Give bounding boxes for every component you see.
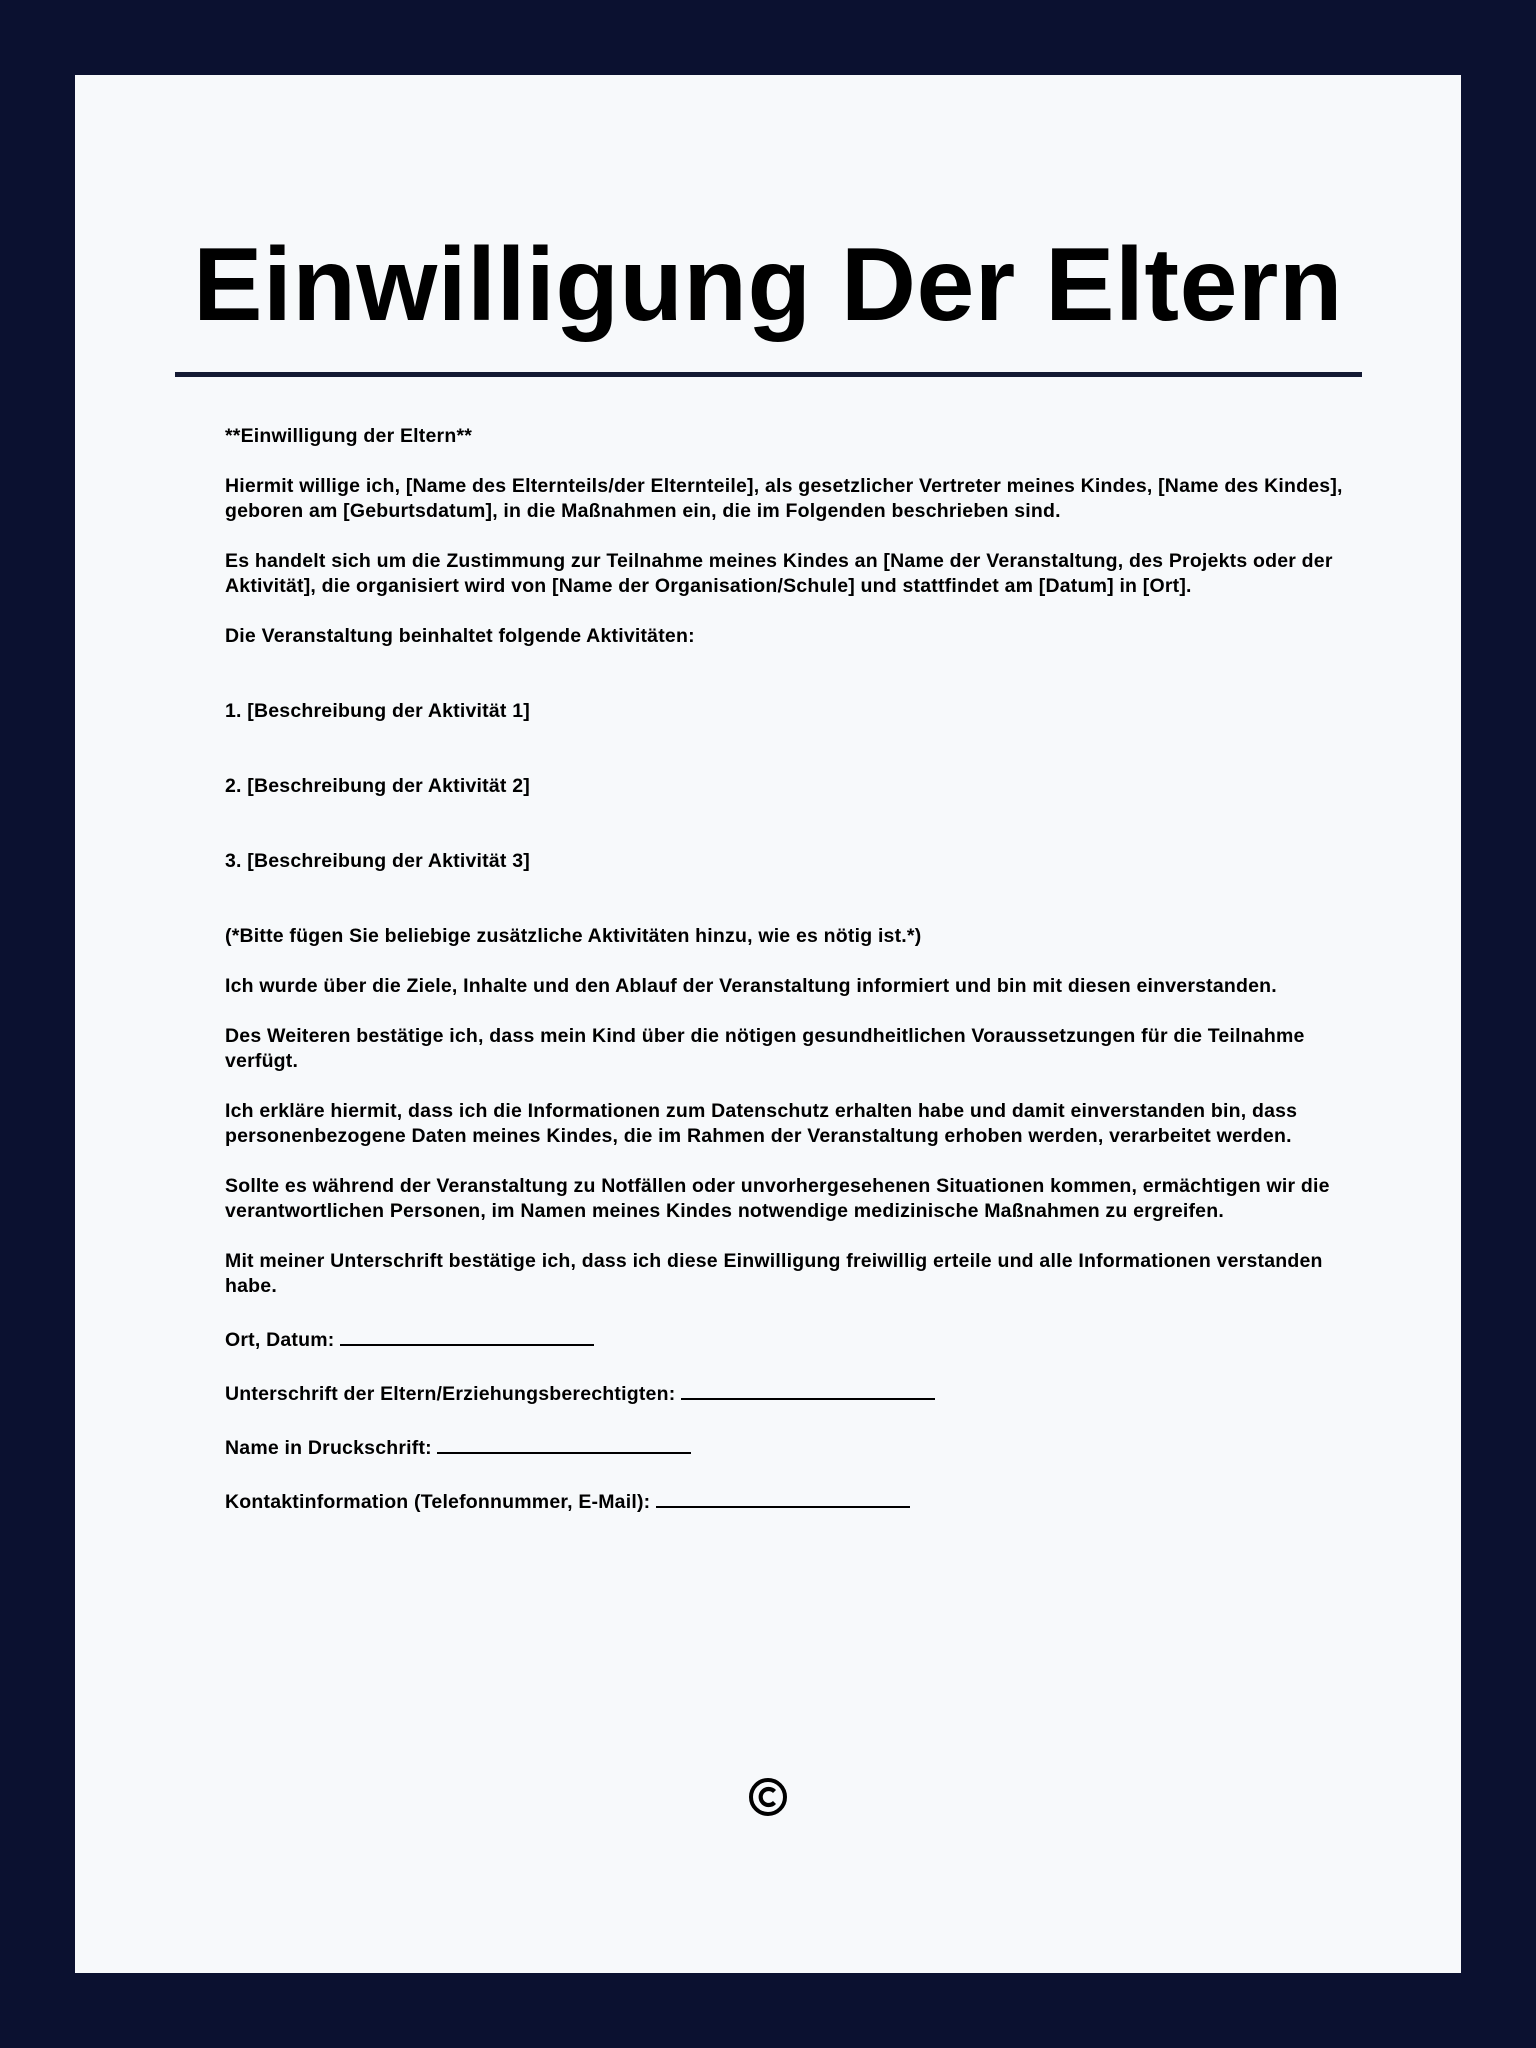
- field-signature-line[interactable]: [681, 1378, 935, 1400]
- document-title: Einwilligung Der Eltern: [193, 227, 1343, 343]
- body-heading: **Einwilligung der Eltern**: [225, 425, 473, 447]
- field-place-date-line[interactable]: [340, 1324, 594, 1346]
- activity-item-1: 1. [Beschreibung der Aktivität 1]: [225, 700, 530, 722]
- paragraph-emergency: Sollte es während der Veranstaltung zu Notfällen oder unvorhergesehenen Situationen kommen, ermächtigen wir die verantwortlichen Personen, im Namen meines Kindes notwendige medizinische Maßnahmen zu ergreifen.: [225, 1175, 1330, 1222]
- paragraph-informed: Ich wurde über die Ziele, Inhalte und den Ablauf der Veranstaltung informiert und bin mit diesen einverstanden.: [225, 975, 1277, 997]
- title-divider: [175, 372, 1362, 377]
- field-contact: [225, 1486, 1355, 1515]
- document-body: [225, 424, 1355, 1540]
- field-contact-line[interactable]: [656, 1486, 910, 1508]
- paragraph-privacy: Ich erkläre hiermit, dass ich die Informationen zum Datenschutz erhalten habe und damit einverstanden bin, dass personenbezogene Daten meines Kindes, die im Rahmen der Veranstaltung erhoben werden, verarbeitet werden.: [225, 1100, 1298, 1147]
- field-signature-label: Unterschrift der Eltern/Erziehungsberechtigten:: [225, 1383, 676, 1405]
- activity-item-3: 3. [Beschreibung der Aktivität 3]: [225, 850, 530, 872]
- field-print-name: [225, 1432, 1355, 1461]
- paragraph-additional-activities: (*Bitte fügen Sie beliebige zusätzliche Aktivitäten hinzu, wie es nötig ist.*): [225, 925, 922, 947]
- copyright-icon: [748, 1777, 788, 1817]
- paragraph-activities-intro: Die Veranstaltung beinhaltet folgende Aktivitäten:: [225, 625, 695, 647]
- field-print-name-line[interactable]: [437, 1432, 691, 1454]
- field-place-date-label: Ort, Datum:: [225, 1329, 335, 1351]
- paragraph-participation: Es handelt sich um die Zustimmung zur Teilnahme meines Kindes an [Name der Veranstaltung, des Projekts oder der Aktivität], die organisiert wird von [Name der Organisation/Schule] und stattfindet am [Datum] in [Ort].: [225, 550, 1333, 597]
- field-contact-label: Kontaktinformation (Telefonnummer, E-Mail):: [225, 1491, 651, 1513]
- field-print-name-label: Name in Druckschrift:: [225, 1437, 432, 1459]
- field-signature: [225, 1378, 1355, 1407]
- paragraph-health: Des Weiteren bestätige ich, dass mein Kind über die nötigen gesundheitlichen Voraussetzungen für die Teilnahme verfügt.: [225, 1025, 1305, 1072]
- activity-item-2: 2. [Beschreibung der Aktivität 2]: [225, 775, 530, 797]
- paragraph-voluntary: Mit meiner Unterschrift bestätige ich, dass ich diese Einwilligung freiwillig erteile und alle Informationen verstanden habe.: [225, 1250, 1323, 1297]
- field-place-date: [225, 1324, 1355, 1353]
- paragraph-consent: Hiermit willige ich, [Name des Elternteils/der Elternteile], als gesetzlicher Vertreter meines Kindes, [Name des Kindes], geboren am [Geburtsdatum], in die Maßnahmen ein, die im Folgenden beschrieben sind.: [225, 475, 1343, 522]
